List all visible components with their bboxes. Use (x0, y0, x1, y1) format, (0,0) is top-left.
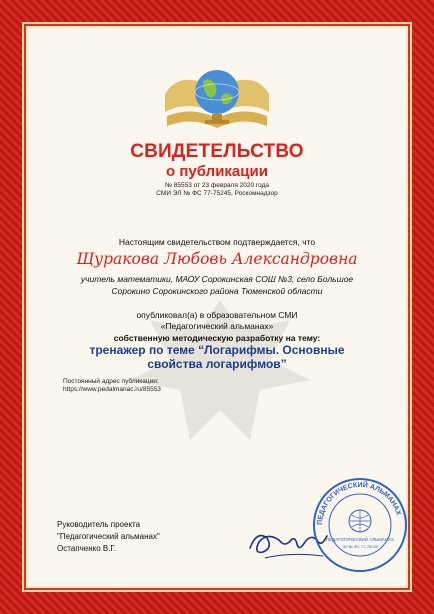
footer-role: Руководитель проекта (57, 520, 141, 529)
footer-project: "Педагогический альманах" (57, 532, 160, 541)
certificate-number: № 85553 от 23 февраля 2020 года (164, 182, 270, 189)
address-label: Постоянный адрес публикации: (63, 378, 159, 385)
work-description: собственную методическую разработку на тему: (113, 333, 321, 343)
globe-book-emblem (157, 54, 277, 146)
certificate-subtitle: о публикации (166, 163, 268, 180)
stamp-bottom-text: ЭЛ № ФС 77-75245 (342, 544, 378, 549)
footer-person: Остапченко В.Г. (57, 544, 117, 553)
stamp-outer-text: ПЕДАГОГИЧЕСКИЙ АЛЬМАНАХ (316, 481, 402, 526)
stamp-seal-icon (312, 477, 408, 573)
media-name: «Педагогический альманах» (160, 321, 274, 331)
stamp-center-text: ПЕДАГОГИЧЕСКИЙ АЛЬМАНАХ (325, 537, 395, 542)
publication-topic: тренажер по теме “Логарифмы. Основные свойства логарифмов” (89, 343, 345, 371)
published-in-text: опубликовал(а) в образовательном СМИ (136, 310, 298, 320)
certificate-content (40, 40, 402, 574)
recipient-name: Щуракова Любовь Александровна (76, 250, 358, 268)
media-registration: СМИ ЭЛ № ФС 77-75245, Роскомнадзор (156, 190, 278, 197)
certificate-title: СВИДЕТЕЛЬСТВО (130, 141, 304, 162)
publication-url[interactable]: https://www.pedalmanac.ru/85553 (63, 386, 161, 393)
confirmation-text: Настоящим свидетельством подтверждается, что (118, 237, 316, 247)
recipient-position: учитель математики, МАОУ Сорокинская СОШ №3, село Большое Сорокино Сорокинского района Тюменской области (80, 274, 354, 296)
